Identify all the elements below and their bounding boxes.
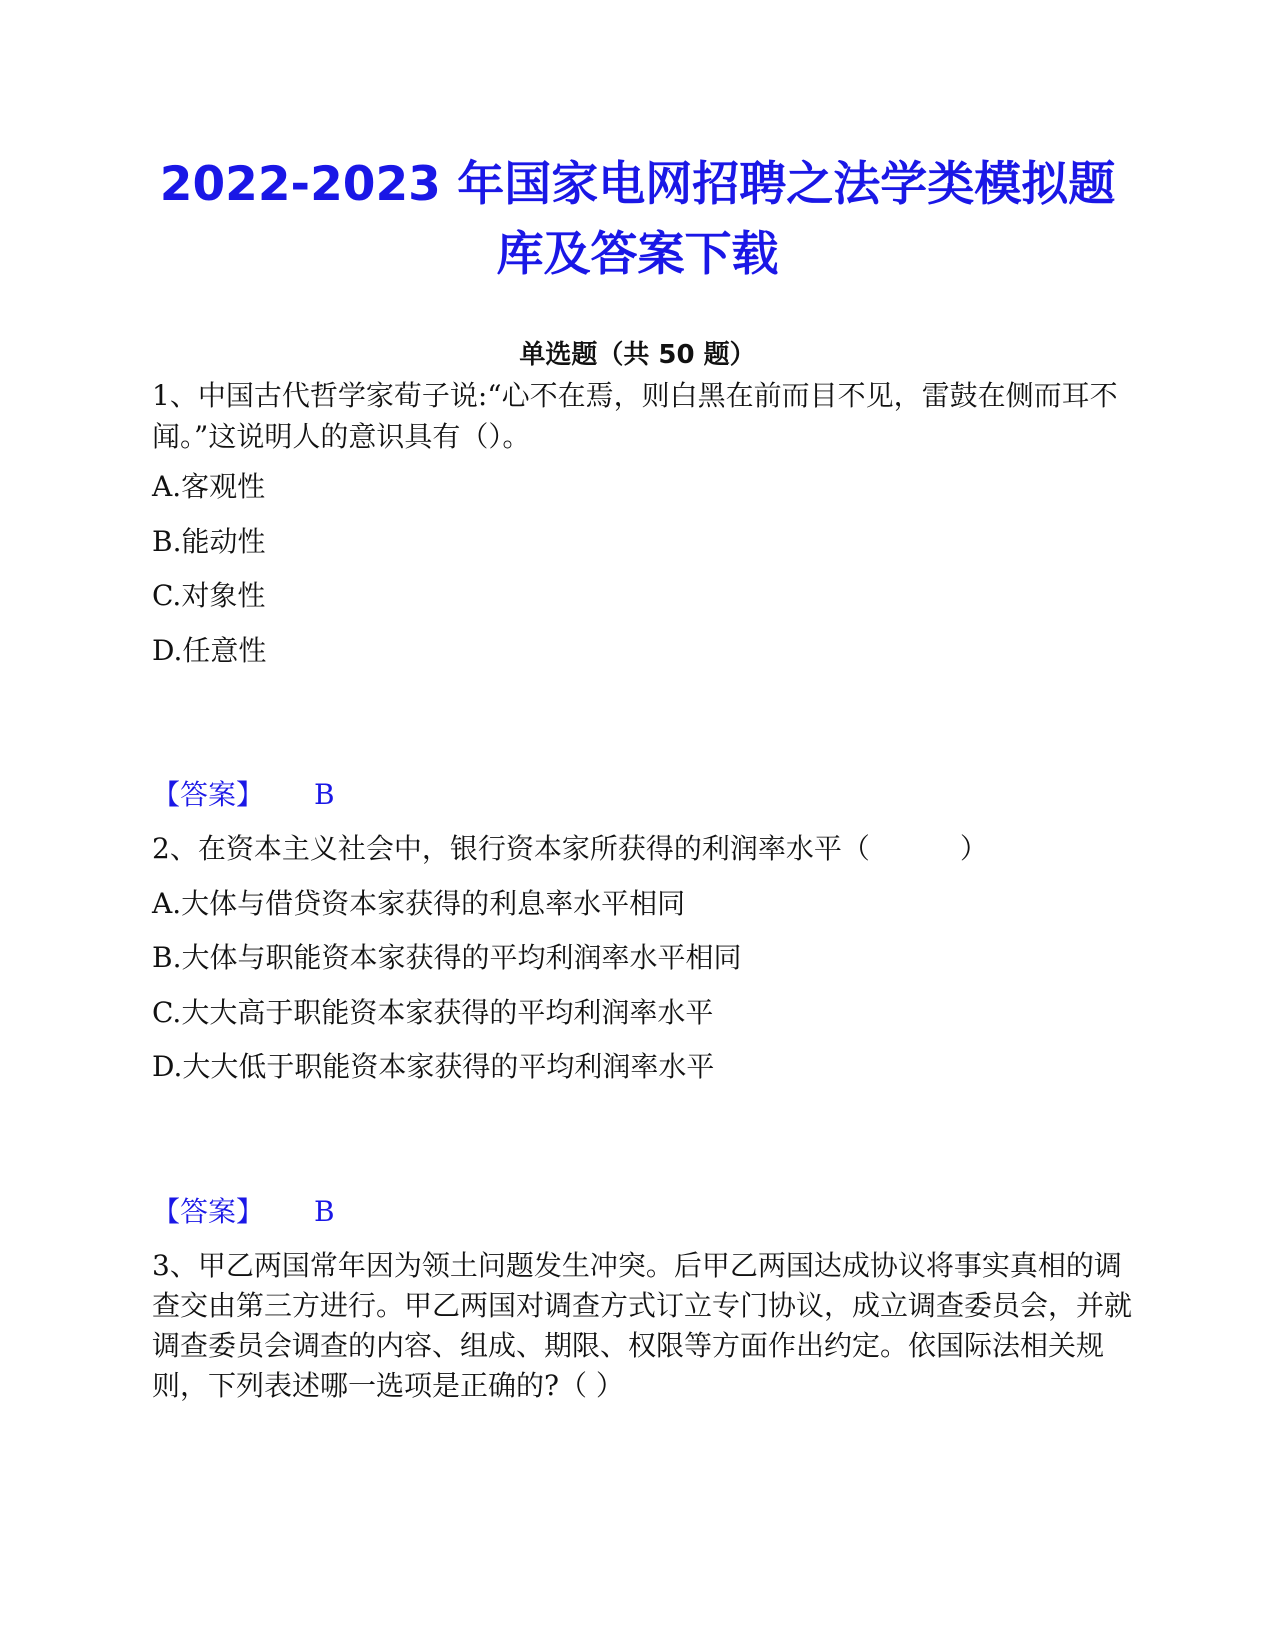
question-1-answer — [152, 775, 335, 815]
document-title: 2022-2023 年国家电网招聘之法学类模拟题库及答案下载 — [159, 157, 1116, 282]
answer-label: 【答案】 — [152, 1195, 265, 1228]
answer-label: 【答案】 — [152, 778, 265, 811]
question-2-option-c: C.大大高于职能资本家获得的平均利润率水平 — [152, 996, 714, 1029]
question-2-stem-prefix: 2、在资本主义社会中，银行资本家所获得的利润率水平（ — [152, 832, 870, 865]
question-1-option-b: B.能动性 — [152, 525, 266, 558]
question-1-option-c: C.对象性 — [152, 579, 266, 612]
answer-value: B — [314, 1195, 335, 1228]
question-2-option-b: B.大体与职能资本家获得的平均利润率水平相同 — [152, 941, 742, 974]
question-2-stem — [152, 829, 1132, 869]
question-2-stem-suffix: ） — [959, 832, 988, 865]
question-1-option-a: A.客观性 — [152, 470, 266, 503]
question-2-option-a: A.大体与借贷资本家获得的利息率水平相同 — [152, 887, 686, 920]
section-heading: 单选题（共 50 题） — [519, 340, 756, 370]
answer-value: B — [314, 778, 335, 811]
question-2-option-d: D.大大低于职能资本家获得的平均利润率水平 — [152, 1050, 715, 1083]
question-2-answer — [152, 1192, 335, 1232]
question-1-option-d: D.任意性 — [152, 634, 267, 667]
question-1-stem: 1、中国古代哲学家荀子说:“心不在焉，则白黑在前而目不见，雷鼓在侧而耳不闻。”这说明人的意识具有（）。 — [152, 379, 1118, 453]
question-3-stem: 3、甲乙两国常年因为领土问题发生冲突。后甲乙两国达成协议将事实真相的调查交由第三方进行。甲乙两国对调查方式订立专门协议，成立调查委员会，并就调查委员会调查的内容、组成、期限、权限等方面作出约定。依国际法相关规则，下列表述哪一选项是正确的?（ ） — [152, 1249, 1133, 1402]
